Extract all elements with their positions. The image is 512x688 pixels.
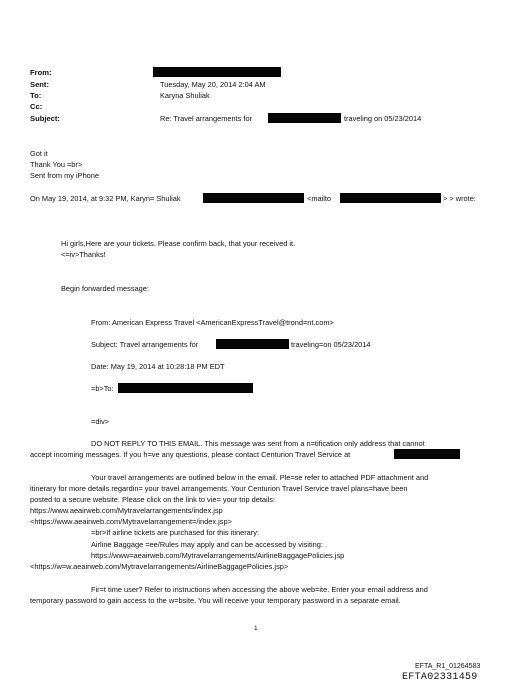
redaction-quote-2 [340,193,441,203]
footer-id-2: EFTA02331459 [402,672,478,683]
reply-line-1: Got it [30,149,48,158]
first-time-line-2: temporary password to gain access to the w=bsite. You will receive your temporary password in a separate email. [30,596,401,605]
first-time-line-1: Fir=t time user? Refer to instructions when accessing the above web=ite. Enter your email address and [91,585,428,594]
redaction-from [153,67,281,77]
sent-value: Tuesday, May 20, 2014 2:04 AM [160,80,266,89]
subject-prefix: Re: Travel arrangements for [160,114,253,123]
fwd-from: From: American Express Travel <AmericanExpressTravel@trond=nt.com> [91,318,334,327]
reply-line-2: Thank You =br> [30,160,83,169]
redaction-phone [394,449,460,459]
subject-suffix: traveling on 05/23/2014 [344,114,422,123]
arrangements-line-1: Your travel arrangements are outlined below in the email. Ple=se refer to attached PDF attachment and [91,473,429,482]
noreply-line-1: DO NOT REPLY TO THIS EMAIL. This message was sent from a n=tification only address that cannot [91,439,425,448]
baggage-link-1[interactable]: https://www=aeairweb.com/Mytravelarrangements/AirlineBaggagePolicies.jsp [91,551,345,560]
arrangements-line-2: itinerary for more details regardin= your travel arrangements. Your Centurion Travel Service travel plans=have been [30,484,408,493]
trip-link-2[interactable]: <https://www.aeairweb.com/Mytravelarrangement=/index.jsp> [30,517,232,526]
reply-line-3: Sent from my iPhone [30,171,100,180]
redaction-fwd-to [118,383,253,393]
fwd-subject-suffix: traveling=on 05/23/2014 [291,340,371,349]
baggage-link-2[interactable]: <https://w=w.aeairweb.com/Mytravelarrangements/AirlineBaggagePolicies.jsp> [30,562,289,571]
page-number: 1 [254,625,258,632]
footer-id-1: EFTA_R1_01264583 [415,663,481,670]
cc-label: Cc: [30,102,43,111]
to-label: To: [30,91,42,100]
redaction-subject [268,113,341,123]
airline-line-1: =br>If airline tickets are purchased for this itinerary: [91,528,260,537]
to-value: Karyna Shuliak [160,91,210,100]
fwd-div: =div> [91,417,110,426]
fwd-to: =b>To: [91,384,114,393]
noreply-line-2: accept incoming messages. If you h=ve any questions, please contact Centurion Travel Service at [30,450,351,459]
from-label: From: [30,68,52,77]
redaction-fwd-subject [216,339,289,349]
fwd-date: Date: May 19, 2014 at 10:28:18 PM EDT [91,362,225,371]
quote-suffix: > > wrote: [443,194,476,203]
message-line-2: <=iv>Thanks! [61,250,106,259]
sent-label: Sent: [30,80,49,89]
fwd-subject-prefix: Subject: Travel arrangements for [91,340,199,349]
airline-line-2: Airline Baggage =ee/Rules may apply and can be accessed by visiting: [91,540,323,549]
forwarded-label: Begin forwarded message: [61,284,149,293]
subject-label: Subject: [30,114,60,123]
message-line-1: Hi girls,Here are your tickets. Please confirm back, that your received it. [61,239,296,248]
trip-link-1[interactable]: https://www.aeairweb.com/Mytravelarrangements/index.jsp [30,506,223,515]
quote-mailto: <mailto [307,194,332,203]
arrangements-line-3: posted to a secure website. Please click on the link to vie= your trip details: [30,495,276,504]
redaction-quote-1 [203,193,304,203]
quote-prefix: On May 19, 2014, at 9:32 PM, Karyn= Shuliak [30,194,181,203]
